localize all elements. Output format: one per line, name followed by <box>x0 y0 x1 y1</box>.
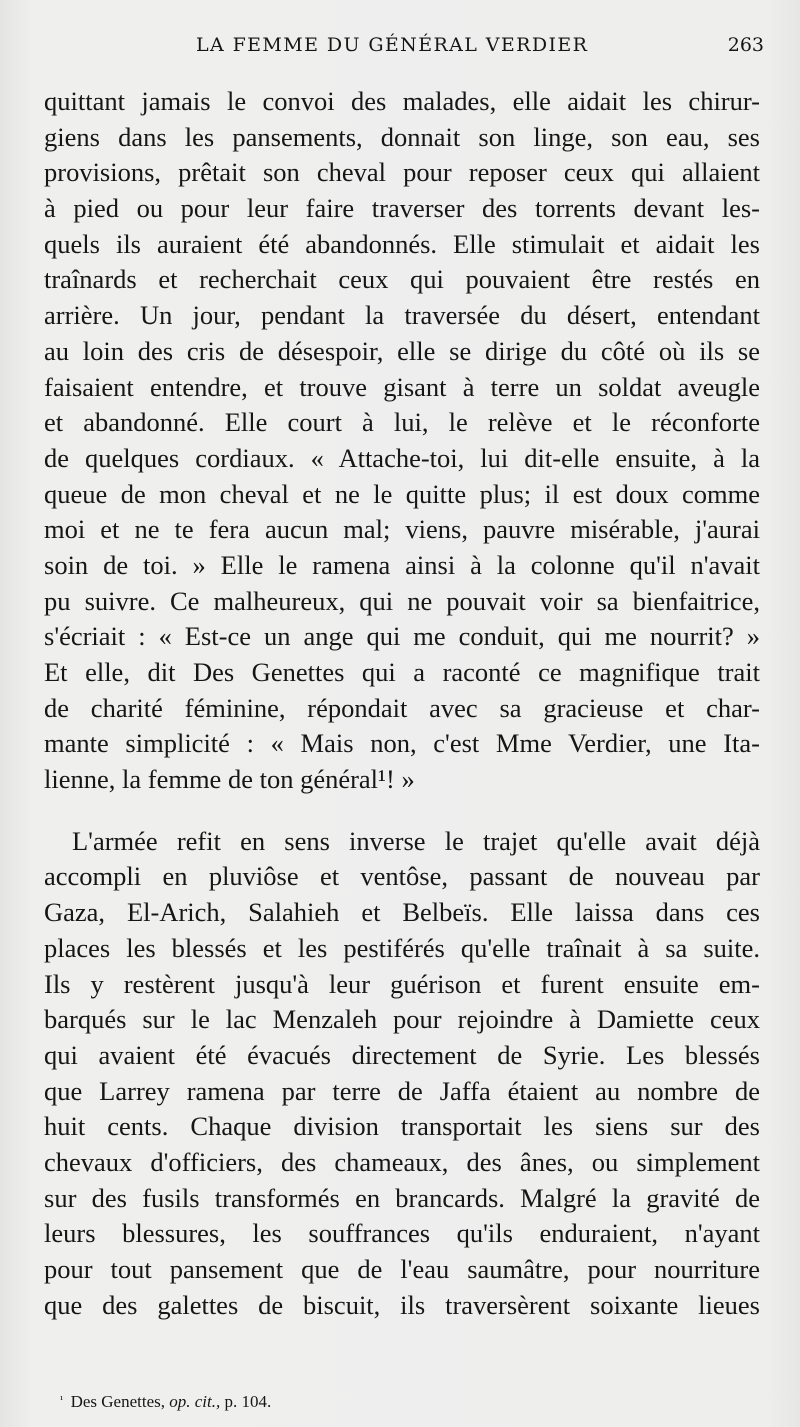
footnote-mark: ¹ <box>60 1394 64 1406</box>
footnote-reference: op. cit., <box>169 1392 221 1411</box>
text-line: L'armée refit en sens inverse le trajet qu'elle avait déjà <box>72 825 760 856</box>
text-line: soin de toi. » Elle le ramena ainsi à la colonne qu'il n'avait <box>44 549 760 580</box>
text-line: et abandonné. Elle court à lui, le relève et le réconforte <box>44 407 760 438</box>
text-line: sur des fusils transformés en brancards. Malgré la gravité de <box>44 1182 760 1213</box>
text-line: queue de mon cheval et ne le quitte plus; il est doux comme <box>44 478 760 509</box>
paragraph-gap <box>44 798 760 824</box>
text-line: quels ils auraient été abandonnés. Elle stimulait et aidait les <box>44 228 760 259</box>
text-line: huit cents. Chaque division transportait les siens sur des <box>44 1111 760 1142</box>
text-line: Gaza, El-Arich, Salahieh et Belbeïs. Elle laissa dans ces <box>44 897 760 928</box>
text-line: places les blessés et les pestiférés qu'elle traînait à sa suite. <box>44 932 760 963</box>
text-line: quittant jamais le convoi des malades, elle aidait les chirur- <box>44 86 760 116</box>
text-line: faisaient entendre, et trouve gisant à terre un soldat aveugle <box>44 371 760 402</box>
text-line: que des galettes de biscuit, ils traversèrent soixante lieues <box>44 1289 760 1320</box>
text-line: leurs blessures, les souffrances qu'ils enduraient, n'ayant <box>44 1218 760 1249</box>
page-number: 263 <box>727 34 764 56</box>
footnote-page: p. 104. <box>224 1392 272 1411</box>
text-line: lienne, la femme de ton général¹! » <box>44 764 415 795</box>
running-head <box>44 34 766 64</box>
text-line: giens dans les pansements, donnait son linge, son eau, ses <box>44 121 760 152</box>
paragraph-1 <box>44 84 760 798</box>
text-line: mante simplicité : « Mais non, c'est Mme Verdier, une Ita- <box>44 728 760 759</box>
text-line: Et elle, dit Des Genettes qui a raconté ce magnifique trait <box>44 657 760 687</box>
text-line: pu suivre. Ce malheureux, qui ne pouvait voir sa bienfaitrice, <box>44 585 760 616</box>
text-line: au loin des cris de désespoir, elle se dirige du côté où ils se <box>44 335 760 366</box>
text-line: chevaux d'officiers, des chameaux, des ânes, ou simplement <box>44 1146 760 1177</box>
text-line: provisions, prêtait son cheval pour reposer ceux qui allaient <box>44 157 760 188</box>
text-line: pour tout pansement que de l'eau saumâtre, pour nourriture <box>44 1254 760 1284</box>
text-line: barqués sur le lac Menzaleh pour rejoindre à Damiette ceux <box>44 1004 760 1035</box>
text-line: moi et ne te fera aucun mal; viens, pauvre misérable, j'aurai <box>44 514 760 545</box>
text-line: s'écriait : « Est-ce un ange qui me conduit, qui me nourrit? » <box>44 621 760 652</box>
text-line: arrière. Un jour, pendant la traversée du désert, entendant <box>44 300 760 331</box>
body-text <box>44 84 760 1323</box>
text-line: qui avaient été évacués directement de Syrie. Les blessés <box>44 1039 760 1070</box>
paragraph-2 <box>44 824 760 1324</box>
text-line: de quelques cordiaux. « Attache-toi, lui dit-elle ensuite, à la <box>44 442 760 473</box>
text-line: de charité féminine, répondait avec sa gracieuse et char- <box>44 692 760 723</box>
footnote <box>60 1392 271 1412</box>
text-line: que Larrey ramena par terre de Jaffa étaient au nombre de <box>44 1075 760 1106</box>
text-line: Ils y restèrent jusqu'à leur guérison et furent ensuite em- <box>44 968 760 999</box>
text-line: à pied ou pour leur faire traverser des torrents devant les- <box>44 193 760 224</box>
footnote-author: Des Genettes, <box>70 1392 165 1411</box>
text-line: accompli en pluviôse et ventôse, passant de nouveau par <box>44 861 760 892</box>
text-line: traînards et recherchait ceux qui pouvaient être restés en <box>44 264 760 295</box>
running-title: LA FEMME DU GÉNÉRAL VERDIER <box>196 34 589 56</box>
